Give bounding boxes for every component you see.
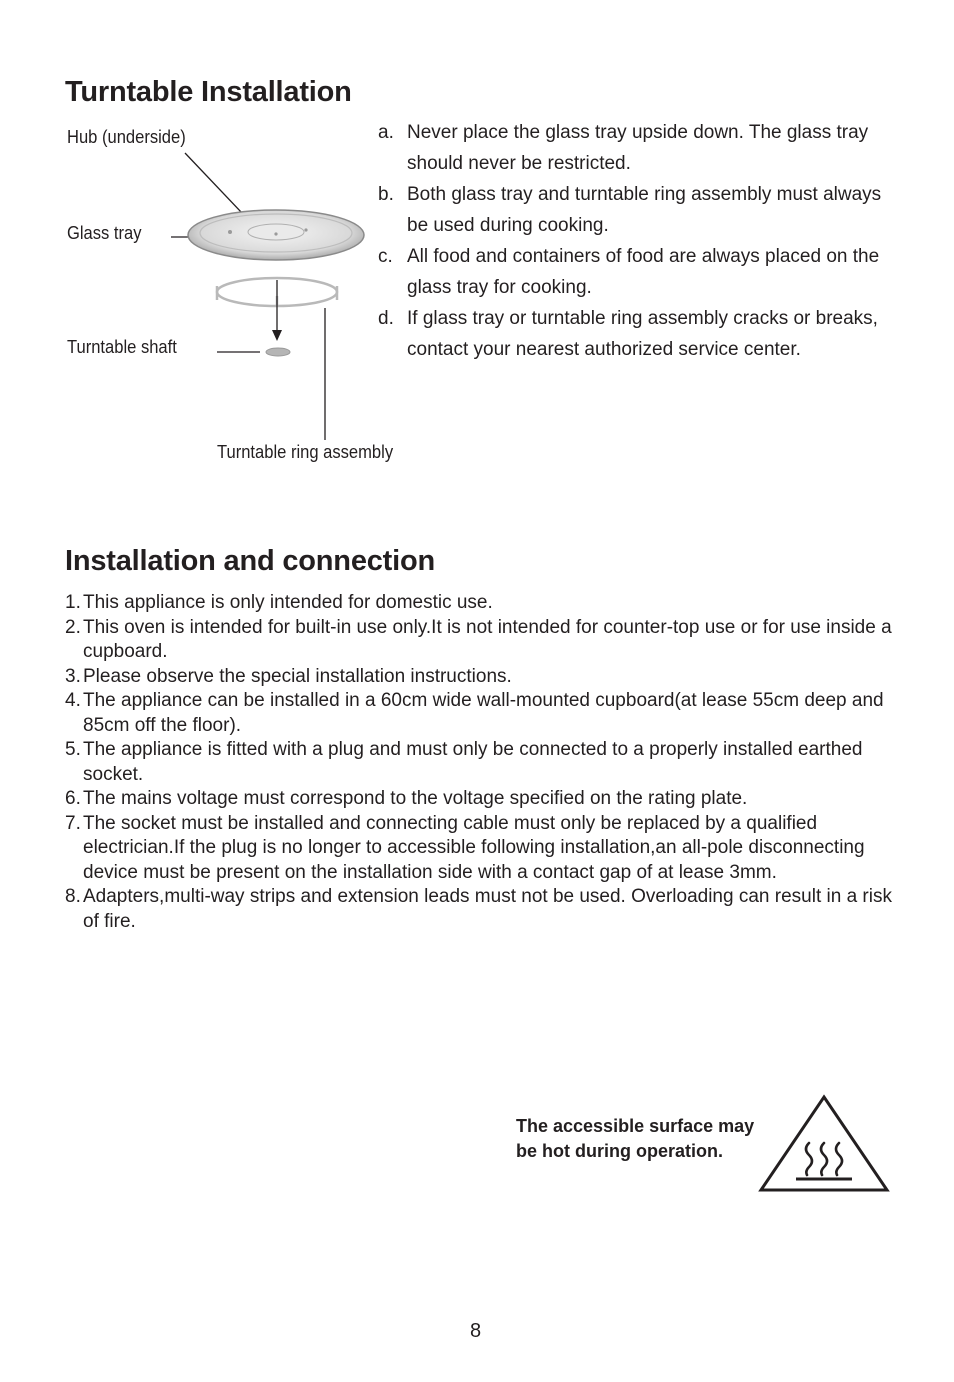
note-text: Both glass tray and turntable ring assembly must always be used during cooking. [407,184,882,236]
list-item [65,885,910,934]
glass-tray-shape [188,210,364,260]
list-text: Please observe the special installation instructions. [83,665,512,687]
turntable-ring-label: Turntable ring assembly [217,442,394,462]
note-text: All food and containers of food are always placed on the glass tray for cooking. [407,246,880,298]
installation-section-title: Installation and connection [65,545,436,577]
glass-tray-label: Glass tray [67,223,142,243]
turntable-section-title: Turntable Installation [65,76,352,108]
list-text: This appliance is only intended for domestic use. [83,592,493,613]
list-marker: 2. [65,616,81,638]
note-marker: c. [378,246,393,267]
note-text: If glass tray or turntable ring assembly cracks or breaks, contact your nearest authorized service center. [407,308,878,360]
list-item [65,812,910,886]
list-item [65,689,910,738]
note-item [378,241,893,303]
note-item [378,179,893,241]
note-item [378,117,893,179]
note-marker: a. [378,122,394,143]
turntable-notes [378,117,893,365]
list-item [65,591,910,616]
list-item [65,665,910,690]
note-item [378,303,893,365]
note-marker: d. [378,308,394,329]
list-marker: 5. [65,739,81,760]
list-marker: 4. [65,690,81,711]
list-text: The socket must be installed and connecting cable must only be replaced by a qualified electrician.If the plug is no longer to accessible following installation,an all-pole disconnecting device must be present on the installation side with a contact gap of at lease 3mm. [83,812,865,883]
list-marker: 7. [65,812,81,834]
list-marker: 3. [65,665,81,687]
list-text: Adapters,multi-way strips and extension leads must not be used. Overloading can result in a risk of fire. [83,886,892,932]
list-text: This oven is intended for built-in use only.It is not intended for counter-top use or for use inside a cupboard. [83,616,892,662]
turntable-shaft-label: Turntable shaft [67,337,177,357]
installation-list [65,591,910,934]
list-item [65,616,910,665]
list-marker: 8. [65,886,81,907]
hot-surface-warning-icon [756,1093,892,1195]
list-text: The appliance can be installed in a 60cm wide wall-mounted cupboard(at lease 55cm deep and 85cm off the floor). [83,690,884,736]
note-marker: b. [378,184,394,205]
hub-label: Hub (underside) [67,127,186,147]
list-item [65,738,910,787]
list-item [65,787,910,812]
list-marker: 1. [65,592,81,613]
list-marker: 6. [65,788,81,809]
list-text: The mains voltage must correspond to the voltage specified on the rating plate. [83,788,748,809]
list-text: The appliance is fitted with a plug and must only be connected to a properly installed earthed socket. [83,739,863,785]
note-text: Never place the glass tray upside down. The glass tray should never be restricted. [407,122,869,174]
hot-surface-warning-text: The accessible surface may be hot during operation. [516,1116,755,1161]
page-number: 8 [470,1320,482,1342]
